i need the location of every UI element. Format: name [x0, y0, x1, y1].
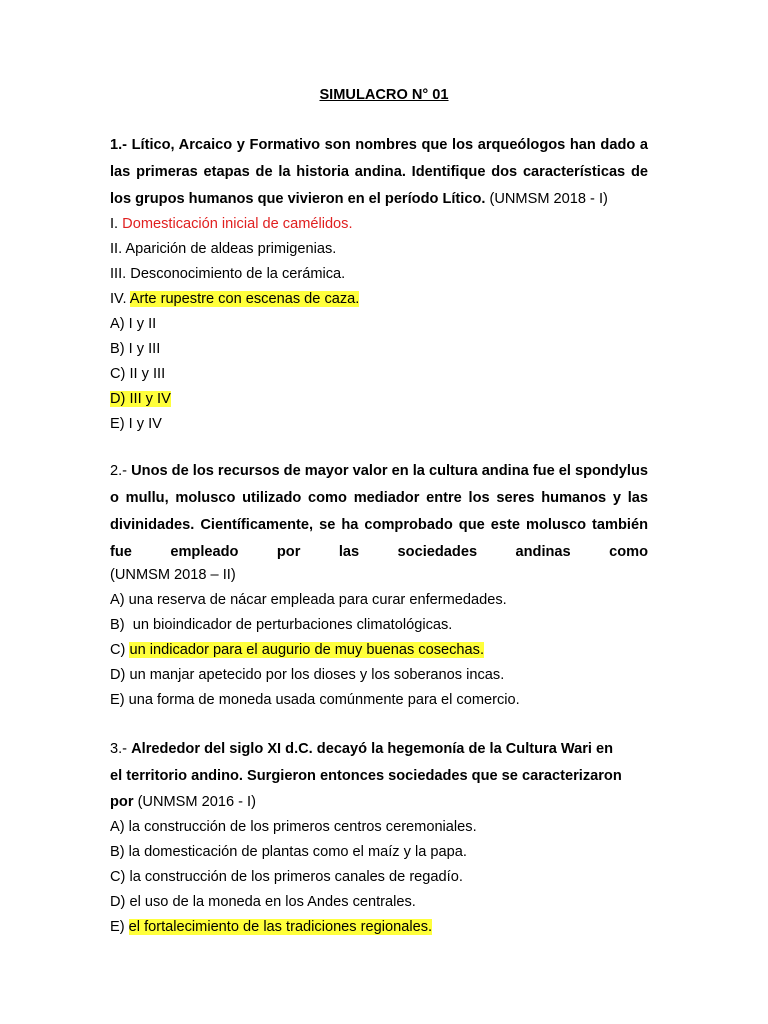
- statement-iv: [110, 287, 648, 312]
- question-1-option-b: B) I y III: [110, 341, 161, 357]
- question-3-stem: [110, 736, 648, 815]
- option-letter: C): [110, 642, 130, 658]
- option-text: una forma de moneda usada comúnmente para el comercio.: [128, 692, 520, 708]
- statement-text: Desconocimiento de la cerámica.: [130, 266, 346, 282]
- question-3: [110, 736, 648, 940]
- question-3-source: (UNMSM 2016 - I): [133, 794, 256, 810]
- option-letter: E): [110, 919, 129, 935]
- statement-number: II.: [110, 241, 126, 257]
- question-3-option-b: [110, 840, 648, 865]
- question-2-source: (UNMSM 2018 – II): [110, 567, 236, 583]
- option-letter: B): [110, 844, 129, 860]
- document-title: SIMULACRO N° 01: [319, 87, 449, 103]
- option-text: un manjar apetecido por los dioses y los soberanos incas.: [129, 667, 505, 683]
- question-1: [110, 132, 648, 437]
- question-1-option-d: [110, 387, 648, 412]
- question-1-option-e: E) I y IV: [110, 416, 162, 432]
- option-text: el uso de la moneda en los Andes centrales.: [129, 894, 416, 910]
- option-text: la construcción de los primeros centros ceremoniales.: [128, 819, 477, 835]
- statement-i: [110, 212, 648, 237]
- option-text: la construcción de los primeros canales de regadío.: [129, 869, 463, 885]
- question-3-option-a: [110, 815, 648, 840]
- question-3-option-c: [110, 865, 648, 890]
- option-text: un bioindicador de perturbaciones climatológicas.: [132, 617, 453, 633]
- question-1-stem: [110, 132, 648, 213]
- question-2-stem: [110, 458, 648, 566]
- option-letter: A): [110, 592, 129, 608]
- option-text: una reserva de nácar empleada para curar enfermedades.: [128, 592, 507, 608]
- statement-iii: [110, 262, 648, 287]
- question-2-number: 2.-: [110, 463, 132, 479]
- question-2-text: Unos de los recursos de mayor valor en la cultura andina fue el spondylus o mullu, molusco utilizado como mediador entre los seres humanos y las divinidades. Científicamente, se ha comprobado que este molusco también fue empleado por las sociedades andinas como: [110, 463, 648, 560]
- statement-number: IV.: [110, 291, 130, 307]
- option-text: D) III y IV: [110, 391, 171, 407]
- question-2-option-d: [110, 663, 648, 688]
- question-1-source: (UNMSM 2018 - I): [485, 191, 608, 207]
- question-3-option-d: [110, 890, 648, 915]
- question-2-option-b: [110, 613, 648, 638]
- option-letter: C): [110, 869, 130, 885]
- statement-text: Domesticación inicial de camélidos.: [122, 216, 353, 232]
- option-text: la domesticación de plantas como el maíz y la papa.: [128, 844, 467, 860]
- option-letter: A): [110, 819, 129, 835]
- option-text: un indicador para el augurio de muy buenas cosechas.: [129, 642, 485, 658]
- question-1-option-c: C) II y III: [110, 366, 166, 382]
- question-2-option-c: [110, 638, 648, 663]
- option-letter: D): [110, 894, 130, 910]
- question-1-number: 1.-: [110, 137, 132, 153]
- option-letter: D): [110, 667, 130, 683]
- option-letter: B): [110, 617, 133, 633]
- question-2-option-e: [110, 688, 648, 713]
- question-3-text-line-2: el territorio andino. Surgieron entonces sociedades que se caracterizaron: [110, 768, 622, 784]
- statement-number: III.: [110, 266, 131, 282]
- option-text: el fortalecimiento de las tradiciones regionales.: [128, 919, 433, 935]
- question-2-option-a: [110, 588, 648, 613]
- question-3-number: 3.-: [110, 741, 132, 757]
- question-3-text-line-3: por: [110, 794, 134, 810]
- statement-text: Arte rupestre con escenas de caza.: [129, 291, 360, 307]
- question-3-option-e: [110, 915, 648, 940]
- statement-number: I.: [110, 216, 123, 232]
- question-1-text: Lítico, Arcaico y Formativo son nombres que los arqueólogos han dado a las primeras etapas de la historia andina. Identifique dos características de los grupos humanos que vivieron en el período Lítico.: [110, 137, 648, 207]
- question-1-option-a: A) I y II: [110, 316, 157, 332]
- statement-text: Aparición de aldeas primigenias.: [125, 241, 337, 257]
- statement-ii: [110, 237, 648, 262]
- question-2: [110, 458, 648, 713]
- option-letter: E): [110, 692, 129, 708]
- question-3-text-line-1: Alrededor del siglo XI d.C. decayó la hegemonía de la Cultura Wari en: [131, 741, 614, 757]
